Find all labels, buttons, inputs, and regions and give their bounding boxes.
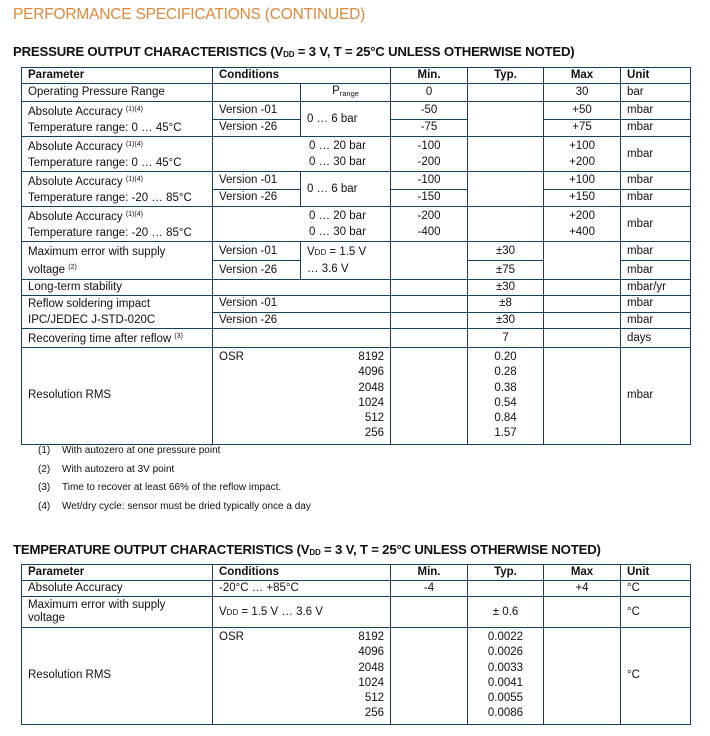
unit-cell: mbar xyxy=(621,189,691,207)
cond-cell xyxy=(213,84,301,102)
max-cell xyxy=(544,296,621,313)
typ-cell: 7 xyxy=(468,329,544,348)
osr-values: 8192 4096 2048 1024 512 256 xyxy=(358,631,384,720)
max-cell: 30 xyxy=(544,84,621,102)
range-cell: 0 … 20 bar 0 … 30 bar xyxy=(213,207,391,242)
footnote: (4) Wet/dry cycle: sensor must be dried typically once a day xyxy=(38,500,311,512)
typ-cell xyxy=(468,207,544,242)
unit-cell: mbar xyxy=(621,172,691,190)
osr-label: OSR xyxy=(219,351,244,363)
table-row xyxy=(22,84,691,102)
unit-cell: mbar/yr xyxy=(621,280,691,296)
header-conditions: Conditions xyxy=(213,68,391,84)
table-row xyxy=(22,581,691,597)
min-cell xyxy=(391,242,468,280)
footnote: (1) With autozero at one pressure point xyxy=(38,445,221,456)
version-cell: Version -26 xyxy=(213,312,391,329)
min-cell: -100 xyxy=(391,172,468,190)
param-cell: Absolute Accuracy $^{(1)(4)}$ Temperature range: 0 … 45°C xyxy=(22,102,213,137)
header-min: Min. xyxy=(391,565,468,581)
typ-cell: ±75 xyxy=(468,261,544,280)
min-cell: 0 xyxy=(391,84,468,102)
typ-cell xyxy=(468,172,544,207)
pressure-output-table xyxy=(21,67,691,445)
table-header-row xyxy=(22,565,691,581)
osr-cell xyxy=(213,628,391,725)
table-row xyxy=(22,329,691,348)
osr-cell xyxy=(213,348,391,445)
typ-cell xyxy=(468,581,544,597)
pressure-table-title: PRESSURE OUTPUT CHARACTERISTICS ($V_{DD} = 3$ V, T = 25°C UNLESS OTHERWISE NOTED) xyxy=(13,44,575,59)
unit-cell: mbar xyxy=(621,119,691,137)
max-cell xyxy=(544,242,621,280)
section-title: PERFORMANCE SPECIFICATIONS (CONTINUED) xyxy=(13,6,366,23)
table-header-row xyxy=(22,68,691,84)
param-cell: Operating Pressure Range xyxy=(22,84,213,102)
param-cell: Absolute Accuracy $^{(1)(4)}$ Temperature range: -20 … 85°C xyxy=(22,207,213,242)
table-row xyxy=(22,280,691,296)
temperature-table-title: TEMPERATURE OUTPUT CHARACTERISTICS ($V_{DD} = 3$ V, T = 25°C UNLESS OTHERWISE NOTED) xyxy=(13,542,601,557)
table-row xyxy=(22,597,691,628)
cond-cell: VDD = 1.5 V … 3.6 V xyxy=(301,242,391,280)
version-cell: Version -26 xyxy=(213,261,301,280)
max-cell xyxy=(544,280,621,296)
max-cell: +150 xyxy=(544,189,621,207)
header-min: Min. xyxy=(391,68,468,84)
version-cell: Version -01 xyxy=(213,172,301,190)
temperature-output-table xyxy=(21,564,691,725)
range-cell: 0 … 6 bar xyxy=(301,172,391,207)
version-cell: Version -01 xyxy=(213,102,301,120)
param-cell: Maximum error with supply voltage xyxy=(22,597,213,628)
version-cell: Version -01 xyxy=(213,296,391,313)
max-cell xyxy=(544,329,621,348)
min-cell xyxy=(391,296,468,313)
typ-cell xyxy=(468,102,544,137)
unit-cell: mbar xyxy=(621,296,691,313)
header-unit: Unit xyxy=(621,565,691,581)
min-cell xyxy=(391,329,468,348)
unit-cell: °C xyxy=(621,597,691,628)
unit-cell: days xyxy=(621,329,691,348)
param-cell: Resolution RMS xyxy=(22,628,213,725)
version-cell: Version -26 xyxy=(213,119,301,137)
range-cell: 0 … 6 bar xyxy=(301,102,391,137)
min-cell: -100 -200 xyxy=(391,137,468,172)
header-conditions: Conditions xyxy=(213,565,391,581)
unit-cell: mbar xyxy=(621,312,691,329)
param-cell: Maximum error with supply voltage $^{(2)}$ xyxy=(22,242,213,280)
unit-cell: °C xyxy=(621,628,691,725)
max-cell xyxy=(544,348,621,445)
header-parameter: Parameter xyxy=(22,68,213,84)
table-row xyxy=(22,242,691,261)
header-typ: Typ. xyxy=(468,68,544,84)
typ-cell: 0.0022 0.0026 0.0033 0.0041 0.0055 0.0086 xyxy=(468,628,544,725)
unit-cell: mbar xyxy=(621,348,691,445)
unit-cell: mbar xyxy=(621,207,691,242)
cond-cell: -20°C … +85°C xyxy=(213,581,391,597)
typ-cell: ±8 xyxy=(468,296,544,313)
range-cell: 0 … 20 bar 0 … 30 bar xyxy=(213,137,391,172)
cond-cell xyxy=(213,329,391,348)
param-cell: Long-term stability xyxy=(22,280,213,296)
param-cell: Recovering time after reflow $^{(3)}$ xyxy=(22,329,213,348)
param-cell: Absolute Accuracy $^{(1)(4)}$ Temperature range: 0 … 45°C xyxy=(22,137,213,172)
min-cell xyxy=(391,312,468,329)
min-cell: -150 xyxy=(391,189,468,207)
min-cell: -75 xyxy=(391,119,468,137)
max-cell xyxy=(544,597,621,628)
max-cell: +4 xyxy=(544,581,621,597)
osr-values: 8192 4096 2048 1024 512 256 xyxy=(358,351,385,440)
footnote: (2) With autozero at 3V point xyxy=(38,463,175,475)
param-cell: Resolution RMS xyxy=(22,348,213,445)
param-cell: Absolute Accuracy xyxy=(22,581,213,597)
typ-cell: ±30 xyxy=(468,280,544,296)
cond-cell: VDD = 1.5 V … 3.6 V xyxy=(213,597,391,628)
max-cell: +100 +200 xyxy=(544,137,621,172)
max-cell: +100 xyxy=(544,172,621,190)
unit-cell: mbar xyxy=(621,242,691,261)
unit-cell: mbar xyxy=(621,102,691,120)
table-row xyxy=(22,102,691,120)
typ-cell xyxy=(468,84,544,102)
min-cell: -50 xyxy=(391,102,468,120)
min-cell xyxy=(391,628,468,725)
unit-cell: bar xyxy=(621,84,691,102)
unit-cell: °C xyxy=(621,581,691,597)
header-max: Max xyxy=(544,565,621,581)
table-row xyxy=(22,348,691,445)
table-row xyxy=(22,137,691,172)
header-unit: Unit xyxy=(621,68,691,84)
max-cell xyxy=(544,312,621,329)
header-max: Max xyxy=(544,68,621,84)
param-cell: Reflow soldering impact IPC/JEDEC J-STD-020C xyxy=(22,296,213,329)
typ-cell: ±30 xyxy=(468,312,544,329)
param-cell: Absolute Accuracy $^{(1)(4)}$ Temperature range: -20 … 85°C xyxy=(22,172,213,207)
table-row xyxy=(22,296,691,313)
max-cell: +50 xyxy=(544,102,621,120)
osr-label: OSR xyxy=(219,631,244,643)
table-row xyxy=(22,207,691,242)
min-cell xyxy=(391,597,468,628)
max-cell: +75 xyxy=(544,119,621,137)
max-cell: +200 +400 xyxy=(544,207,621,242)
footnotes xyxy=(38,445,311,519)
header-typ: Typ. xyxy=(468,565,544,581)
unit-cell: mbar xyxy=(621,137,691,172)
cond-cell xyxy=(213,280,391,296)
unit-cell: mbar xyxy=(621,261,691,280)
typ-cell xyxy=(468,137,544,172)
typ-cell: ± 0.6 xyxy=(468,597,544,628)
typ-cell: ±30 xyxy=(468,242,544,261)
min-cell: -4 xyxy=(391,581,468,597)
header-parameter: Parameter xyxy=(22,565,213,581)
table-row xyxy=(22,628,691,725)
min-cell xyxy=(391,348,468,445)
cond-cell: $P_{range}$ xyxy=(301,84,391,102)
footnote: (3) Time to recover at least 66% of the reflow impact. xyxy=(38,482,282,493)
min-cell xyxy=(391,280,468,296)
table-row xyxy=(22,172,691,190)
max-cell xyxy=(544,628,621,725)
typ-cell: 0.20 0.28 0.38 0.54 0.84 1.57 xyxy=(468,348,544,445)
version-cell: Version -01 xyxy=(213,242,301,261)
min-cell: -200 -400 xyxy=(391,207,468,242)
version-cell: Version -26 xyxy=(213,189,301,207)
